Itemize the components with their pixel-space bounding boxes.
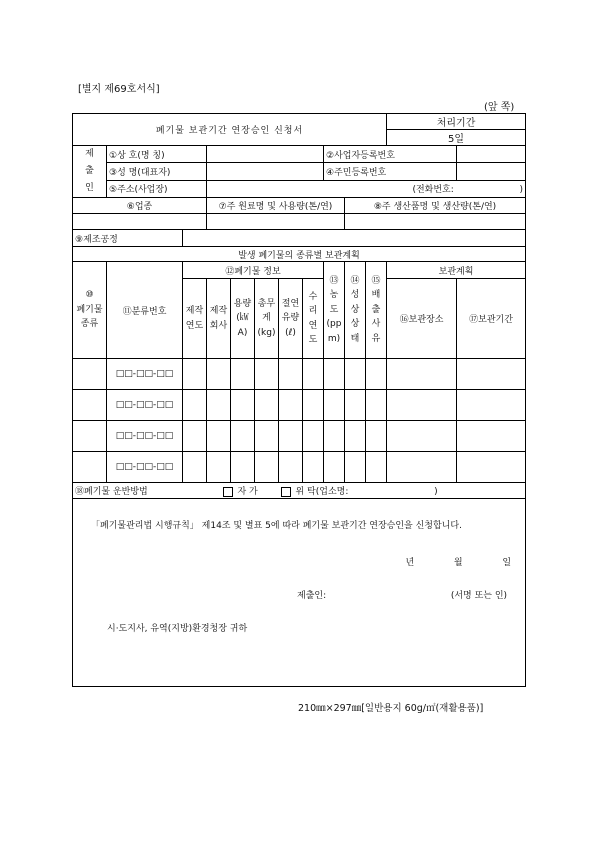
- consign-transport-label: 위 탁(업소명:: [295, 487, 349, 497]
- processing-period-label: 처리기간: [387, 114, 526, 130]
- discharge-reason-label: ⑮ 배 출 사 유: [366, 262, 387, 359]
- self-transport-label: 자 가: [237, 487, 258, 497]
- application-form: [72, 113, 526, 687]
- table-row: [73, 421, 526, 452]
- business-name-label: ①상 호(명 칭): [107, 146, 207, 163]
- info-col-capacity: 용량(㎾A): [231, 279, 255, 359]
- raw-material-label: ⑦주 원료명 및 사용량(톤/연): [207, 198, 345, 214]
- transport-method-label: ⑱폐기물 운반방법: [75, 487, 148, 497]
- waste-type-cell[interactable]: [73, 452, 107, 483]
- date-year-label: 년: [405, 558, 415, 568]
- resident-reg-no-label: ④주민등록번호: [324, 163, 457, 180]
- date-month-label: 월: [453, 558, 463, 568]
- applicant-side-label: 제 출 인: [73, 146, 107, 198]
- info-col-oil: 절연유량(ℓ): [279, 279, 303, 359]
- waste-type-cell[interactable]: [73, 390, 107, 421]
- class-number-cell[interactable]: □□-□□-□□: [107, 359, 183, 390]
- table-row: [73, 359, 526, 390]
- storage-plan-label: 보관계획: [387, 262, 526, 279]
- process-field[interactable]: [183, 230, 526, 247]
- property-label: ⑭ 성 상 상태: [345, 262, 366, 359]
- waste-type-cell[interactable]: [73, 421, 107, 452]
- info-col-repair: 수리연도: [303, 279, 324, 359]
- declaration-text: 「폐기물관리법 시행규칙」 제14조 및 별표 5에 따라 폐기물 보관기간 연장승인을 신청합니다.: [91, 521, 462, 531]
- applicant-label: 제출인:: [297, 591, 327, 601]
- representative-field[interactable]: [207, 163, 324, 180]
- business-reg-no-field[interactable]: [457, 146, 526, 163]
- paper-spec: 210㎜×297㎜[일반용지 60g/㎡(재활용품)]: [298, 703, 484, 714]
- storage-plan-section-title: 발생 폐기물의 종류별 보관계획: [73, 247, 526, 262]
- product-field[interactable]: [345, 214, 526, 230]
- business-name-field[interactable]: [207, 146, 324, 163]
- business-reg-no-label: ②사업자등록번호: [324, 146, 457, 163]
- product-label: ⑧주 생산품명 및 생산량(톤/연): [345, 198, 526, 214]
- form-number: [별지 제69호서식]: [78, 84, 160, 95]
- table-row: [73, 390, 526, 421]
- table-row: [73, 452, 526, 483]
- class-number-cell[interactable]: □□-□□-□□: [107, 421, 183, 452]
- concentration-label: ⑬ 농 도 (pp m): [324, 262, 345, 359]
- class-number-cell[interactable]: □□-□□-□□: [107, 390, 183, 421]
- process-label: ⑨제조공정: [73, 230, 183, 247]
- representative-label: ③성 명(대표자): [107, 163, 207, 180]
- form-title: 폐기물 보관기간 연장승인 신청서: [73, 114, 387, 146]
- info-col-maker: 제작회사: [207, 279, 231, 359]
- signature-label: (서명 또는 인): [450, 591, 508, 601]
- self-transport-checkbox[interactable]: [223, 487, 233, 497]
- industry-field[interactable]: [73, 214, 207, 230]
- date-day-label: 일: [502, 558, 512, 568]
- info-col-weight: 총무게(kg): [255, 279, 279, 359]
- transport-method-row: ⑱폐기물 운반방법 자 가 위 탁(업소명: ): [73, 483, 526, 499]
- processing-period-value: 5일: [387, 130, 526, 146]
- recipient-label: 시·도지사, 유역(지방)환경청장 귀하: [107, 624, 248, 634]
- storage-place-label: ⑯보관장소: [387, 279, 457, 359]
- declaration-block: [73, 499, 526, 687]
- waste-info-label: ⑫폐기물 정보: [183, 262, 324, 279]
- consign-transport-checkbox[interactable]: [281, 487, 291, 497]
- address-label: ⑤주소(사업장): [107, 180, 207, 197]
- waste-type-label: ⑩ 폐기물 종류: [73, 262, 107, 359]
- storage-period-label: ⑰보관기간: [457, 279, 526, 359]
- resident-reg-no-field[interactable]: [457, 163, 526, 180]
- raw-material-field[interactable]: [207, 214, 345, 230]
- industry-label: ⑥업종: [73, 198, 207, 214]
- front-side-label: (앞 쪽): [484, 102, 515, 113]
- info-col-year: 제작연도: [183, 279, 207, 359]
- phone-label: (전화번호:: [412, 185, 454, 196]
- class-number-cell[interactable]: □□-□□-□□: [107, 452, 183, 483]
- waste-type-cell[interactable]: [73, 359, 107, 390]
- class-number-label: ⑪분류번호: [107, 262, 183, 359]
- address-field[interactable]: (전화번호: ): [207, 180, 526, 197]
